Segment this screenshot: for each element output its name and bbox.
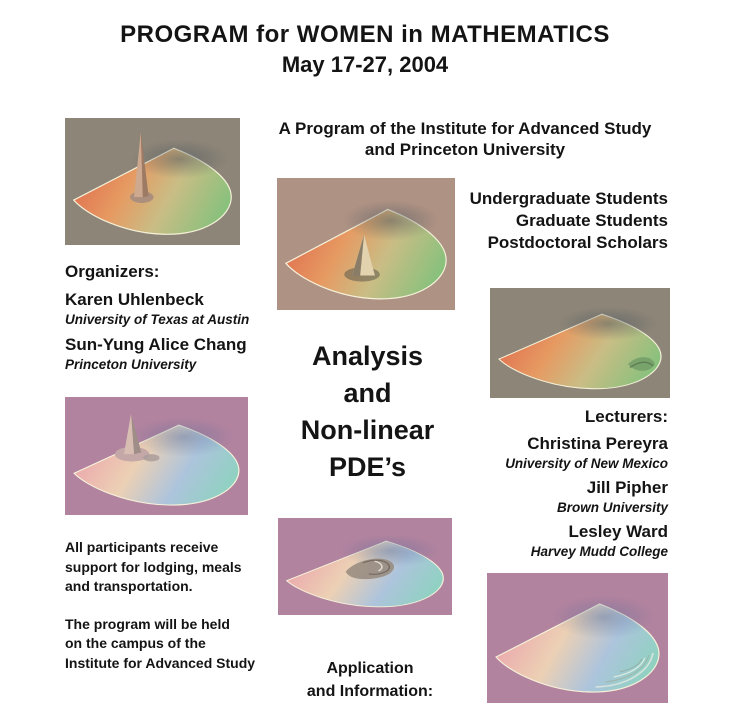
poster-subtitle xyxy=(240,118,690,160)
organizer-name: Karen Uhlenbeck xyxy=(65,290,204,309)
lecturer-name: Christina Pereyra xyxy=(527,434,668,453)
surface-plot-panel-6 xyxy=(487,573,668,703)
organizers-section xyxy=(65,262,280,380)
lecturer-affiliation: Brown University xyxy=(556,500,668,515)
spike-surface-plot-image xyxy=(65,118,240,245)
participant-line: Undergraduate Students xyxy=(469,189,668,208)
topic-line: Non-linear xyxy=(300,415,435,445)
surface-plot-panel-3 xyxy=(490,288,670,398)
support-note-line: support for lodging, meals xyxy=(65,558,242,575)
participant-line: Graduate Students xyxy=(515,211,668,230)
lecturers-section xyxy=(428,407,668,566)
topic-line: and xyxy=(343,378,392,408)
swirl-surface-plot-image xyxy=(278,518,452,615)
topic-line: PDE’s xyxy=(328,452,407,482)
fold-surface-plot-image xyxy=(490,288,670,398)
surface-plot-panel-2 xyxy=(277,178,455,310)
support-note-line: All participants receive xyxy=(65,539,219,555)
application-line-1: Application xyxy=(326,660,414,677)
organizers-heading: Organizers: xyxy=(65,262,160,281)
venue-note-line: The program will be held xyxy=(65,615,230,632)
venue-note-line: Institute for Advanced Study xyxy=(65,654,256,671)
title-line-2: May 17-27, 2004 xyxy=(281,52,449,77)
ripple-surface-plot-image xyxy=(487,573,668,703)
organizer-affiliation: Princeton University xyxy=(65,357,197,372)
support-note-line: and transportation. xyxy=(65,578,193,594)
subtitle-line-1: A Program of the Institute for Advanced Study xyxy=(278,119,652,138)
lecturer-affiliation: Harvey Mudd College xyxy=(530,544,668,559)
topic-line: Analysis xyxy=(311,341,424,371)
lecturer-affiliation: University of New Mexico xyxy=(505,456,668,471)
venue-note-line: on the campus of the xyxy=(65,635,206,651)
poster-title xyxy=(0,20,730,80)
pastel-spike-surface-plot-image xyxy=(65,397,248,515)
application-line-2: and Information: xyxy=(306,683,434,700)
application-info-block xyxy=(280,657,460,703)
notes-section xyxy=(65,538,285,673)
participant-line: Postdoctoral Scholars xyxy=(487,233,668,252)
surface-plot-panel-1 xyxy=(65,118,240,245)
surface-plot-panel-4 xyxy=(65,397,248,515)
cone-surface-plot-image xyxy=(277,178,455,310)
organizer-name: Sun-Yung Alice Chang xyxy=(65,335,247,354)
title-line-1: PROGRAM for WOMEN in MATHEMATICS xyxy=(120,21,610,48)
organizer-affiliation: University of Texas at Austin xyxy=(65,312,250,327)
lecturers-heading: Lecturers: xyxy=(584,407,668,426)
lecturer-name: Jill Pipher xyxy=(586,478,668,497)
surface-plot-panel-5 xyxy=(278,518,452,615)
lecturer-name: Lesley Ward xyxy=(568,522,668,541)
subtitle-line-2: and Princeton University xyxy=(364,140,566,159)
